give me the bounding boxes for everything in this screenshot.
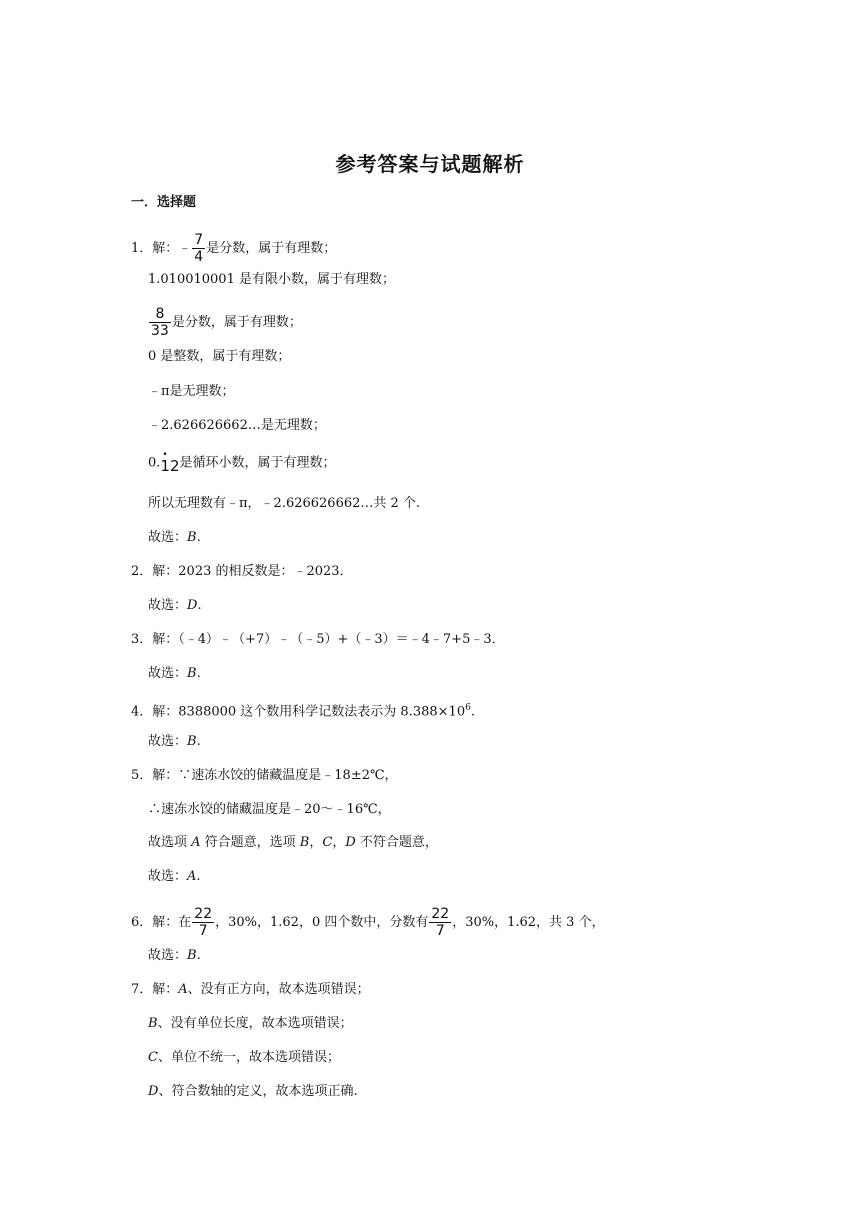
q1-line-5: ﹣π是无理数； (148, 384, 235, 399)
repeating-digits: • 12 (160, 457, 179, 475)
q7-line-c: C、单位不统一，故本选项错误； (148, 1050, 340, 1065)
q1-label: 1．解： (131, 241, 179, 256)
fraction: $\frac{8}{33}$ (151, 306, 169, 339)
q1-line-2: 1.010010001 是有限小数，属于有理数； (148, 272, 395, 287)
q5-line-1: 5．解：∵速冻水饺的储藏温度是﹣18±2℃， (131, 768, 398, 783)
q6-answer: 故选：B. (148, 948, 201, 963)
q1-line-6: ﹣2.626626662…是无理数； (148, 418, 326, 433)
q1-line-7: 0.• 12是循环小数，属于有理数； (148, 451, 336, 475)
q3-line: 3．解：（﹣4）﹣（+7）﹣（﹣5）+（﹣3）＝﹣4﹣7+5﹣3． (131, 632, 505, 647)
q1-answer: 故选：B. (148, 530, 201, 545)
fraction: $\frac{7}{4}$ (194, 232, 204, 265)
q1-line-1: 1．解：﹣ $\frac{7}{4}$ 是分数，属于有理数； (131, 232, 337, 265)
q1-line-8: 所以无理数有﹣π，﹣2.626626662…共 2 个. (148, 496, 421, 511)
page-title: 参考答案与试题解析 (335, 152, 525, 176)
q7-line-a: 7．解：A、没有正方向，故本选项错误； (131, 982, 370, 997)
q5-line-3: 故选项 A 符合题意，选项 B，C，D 不符合题意， (148, 835, 438, 850)
q6-line: 6．解：在 $\frac{22}{7}$ ，30%，1.62，0 四个数中，分数有 $\frac{22}{7}$ ，30%，1.62，共 3 个， (131, 906, 605, 939)
fraction: $\frac{22}{7}$ (431, 906, 450, 939)
q2-answer: 故选：D. (148, 598, 202, 613)
q4-line: 4．解：8388000 这个数用科学记数法表示为 $8.388\times 10^6$. (131, 703, 475, 720)
q1-line-4: 0 是整数，属于有理数； (148, 349, 291, 364)
q2-line: 2．解：2023 的相反数是：﹣2023． (131, 564, 353, 579)
q1-line-3: $\frac{8}{33}$ 是分数，属于有理数； (151, 306, 302, 339)
q3-answer: 故选：B. (148, 666, 201, 681)
section-heading: 一．选择题 (131, 195, 197, 210)
q7-label: 7．解： (131, 982, 179, 997)
q5-line-2: ∴速冻水饺的储藏温度是﹣20～﹣16℃， (148, 802, 391, 817)
repeating-decimal (160, 451, 179, 475)
q7-line-d: D、符合数轴的定义，故本选项正确. (148, 1084, 358, 1099)
q7-line-b: B、没有单位长度，故本选项错误； (148, 1016, 353, 1031)
q5-answer: 故选：A. (148, 869, 201, 884)
fraction: $\frac{22}{7}$ (194, 906, 213, 939)
q4-answer: 故选：B. (148, 734, 201, 749)
